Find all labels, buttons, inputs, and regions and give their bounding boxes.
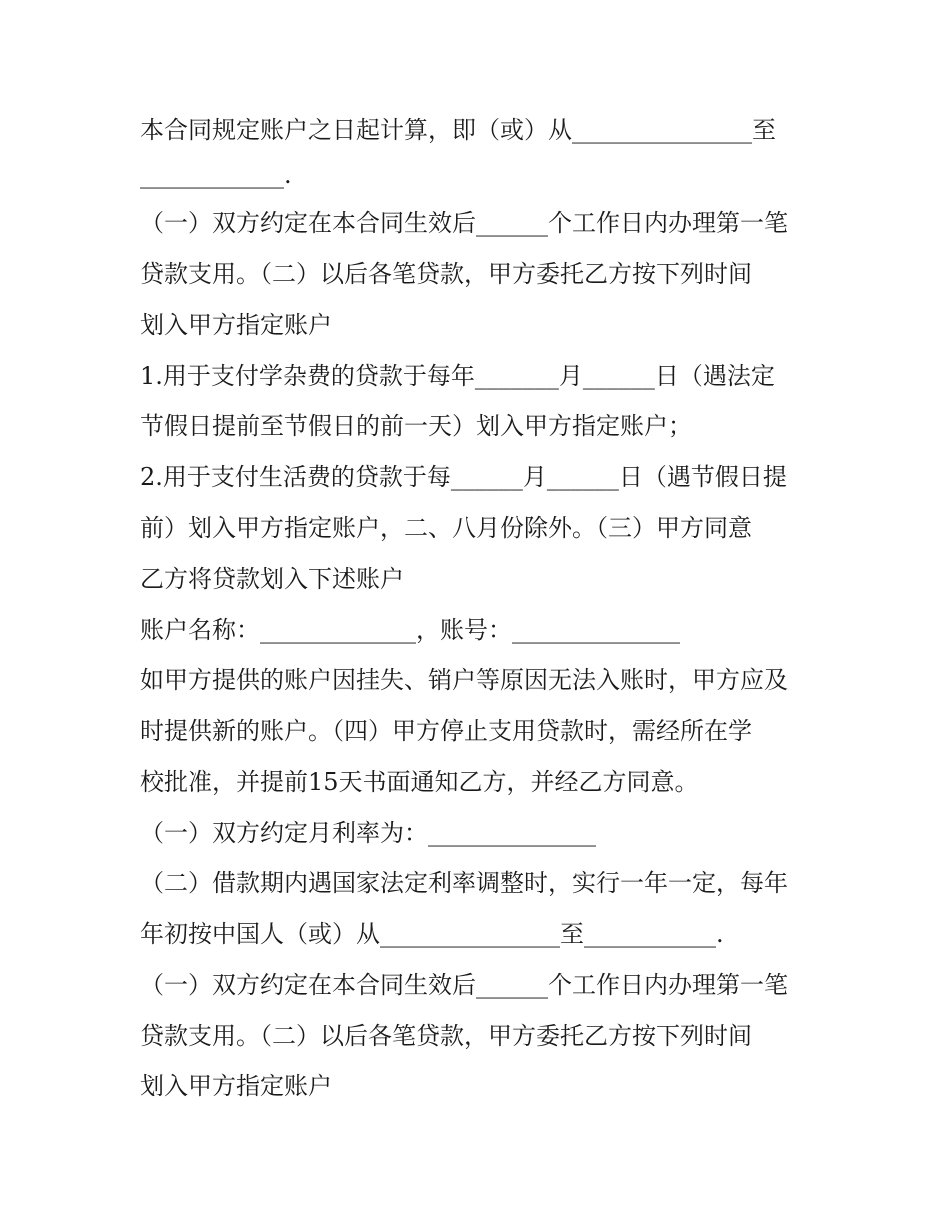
text-line: 时提供新的账户。（四）甲方停止支用贷款时，需经所在学 xyxy=(140,717,752,745)
text-line: 2.用于支付生活费的贷款于每______月______日（遇节假日提 xyxy=(140,463,787,491)
text-line: （一）双方约定月利率为：______________ xyxy=(140,819,596,847)
text-line: 节假日提前至节假日的前一天）划入甲方指定账户； xyxy=(140,412,692,440)
text-line: 年初按中国人（或）从_______________至___________. xyxy=(140,920,724,948)
text-line: 贷款支用。（二）以后各笔贷款，甲方委托乙方按下列时间 xyxy=(140,1022,752,1050)
text-line: ____________. xyxy=(140,161,292,189)
text-line: 划入甲方指定账户 xyxy=(140,311,332,339)
text-line: 本合同规定账户之日起计算，即（或）从_______________至 xyxy=(140,116,776,144)
text-line: 划入甲方指定账户 xyxy=(140,1072,332,1100)
text-line: 如甲方提供的账户因挂失、销户等原因无法入账时，甲方应及 xyxy=(140,666,788,694)
text-line: 1.用于支付学杂费的贷款于每年_______月______日（遇法定 xyxy=(140,362,775,390)
text-line: （二）借款期内遇国家法定利率调整时，实行一年一定，每年 xyxy=(140,869,788,897)
text-line: （一）双方约定在本合同生效后______个工作日内办理第一笔 xyxy=(140,209,788,237)
text-line: 账户名称：_____________，账号：______________ xyxy=(140,616,680,644)
text-line: 校批准，并提前15天书面通知乙方，并经乙方同意。 xyxy=(140,768,699,796)
text-line: 乙方将贷款划入下述账户 xyxy=(140,565,404,593)
text-line: 贷款支用。（二）以后各笔贷款，甲方委托乙方按下列时间 xyxy=(140,260,752,288)
text-line: （一）双方约定在本合同生效后______个工作日内办理第一笔 xyxy=(140,971,788,999)
text-line: 前）划入甲方指定账户，二、八月份除外。（三）甲方同意 xyxy=(140,514,752,542)
